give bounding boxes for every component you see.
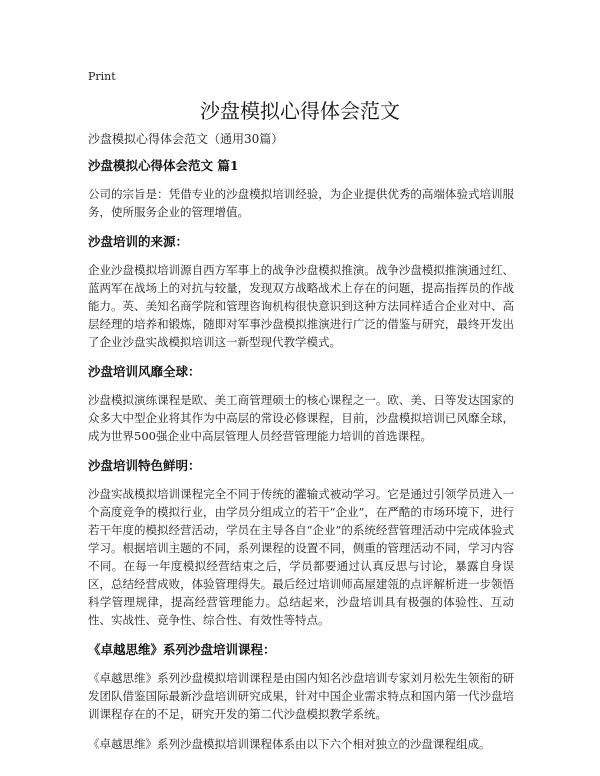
paragraph: 企业沙盘模拟培训源自西方军事上的战争沙盘模拟推演。战争沙盘模拟推演通过红、蓝两军在战场上的对抗与较量，发现双方战略战术上存在的问题，提高指挥员的作战能力。英、美知名商学院和管理咨询机构很快意识到这种方法同样适合企业对中、高层经理的培养和锻炼，随即对军事沙盘模拟推演进行广泛的借鉴与研究，最终开发出了企业沙盘实战模拟培训这一新型现代教学模式。 — [88, 263, 514, 349]
print-link[interactable]: Print — [88, 70, 116, 83]
section-heading: 沙盘模拟心得体会范文 篇1 — [88, 158, 239, 173]
document-title: 沙盘模拟心得体会范文 — [200, 99, 400, 123]
document-subtitle: 沙盘模拟心得体会范文（通用30篇） — [88, 132, 284, 146]
paragraph: 沙盘实战模拟培训课程完全不同于传统的灌输式被动学习。它是通过引领学员进入一个高度竞争的模拟行业，由学员分组成立的若干“企业”，在严酷的市场环境下，进行若干年度的模拟经营活动，学员在主导各自“企业”的系统经营管理活动中完成体验式学习。根据培训主题的不同，系列课程的设置不同，侧重的管理活动不同，学习内容不同。在每一年度模拟经营结束之后，学员都要通过认真反思与讨论，暴露自身误区，总结经营成败，体验管理得失。最后经过培训师高屋建瓴的点评解析进一步领悟科学管理规律，提高经营管理能力。总结起来，沙盘培训具有极强的体验性、互动性、实战性、竞争性、综合性、有效性等特点。 — [88, 487, 514, 627]
paragraph: 沙盘模拟演练课程是欧、美工商管理硕士的核心课程之一。欧、美、日等发达国家的众多大中型企业将其作为中高层的常设必修课程，目前，沙盘模拟培训已风靡全球，成为世界500强企业中高层管理人员经营管理能力培训的首选课程。 — [88, 393, 514, 443]
paragraph: 公司的宗旨是：凭借专业的沙盘模拟培训经验，为企业提供优秀的高端体验式培训服务，使所服务企业的管理增值。 — [88, 187, 514, 219]
paragraph: 《卓越思维》系列沙盘模拟培训课程体系由以下六个相对独立的沙盘课程组成。 — [88, 737, 491, 751]
section-heading: 沙盘培训风靡全球： — [88, 364, 201, 379]
content-blocks — [88, 157, 514, 753]
paragraph: 《卓越思维》系列沙盘模拟培训课程是由国内知名沙盘培训专家刘月松先生领衔的研发团队借鉴国际最新沙盘培训研究成果，针对中国企业需求特点和国内第一代沙盘培训课程存在的不足，研究开发的第二代沙盘模拟教学系统。 — [88, 671, 514, 721]
section-heading: 沙盘培训的来源： — [88, 234, 189, 249]
section-heading: 沙盘培训特色鲜明： — [88, 458, 201, 473]
document-body — [88, 130, 514, 765]
section-heading: 《卓越思维》系列沙盘培训课程： — [88, 642, 276, 657]
